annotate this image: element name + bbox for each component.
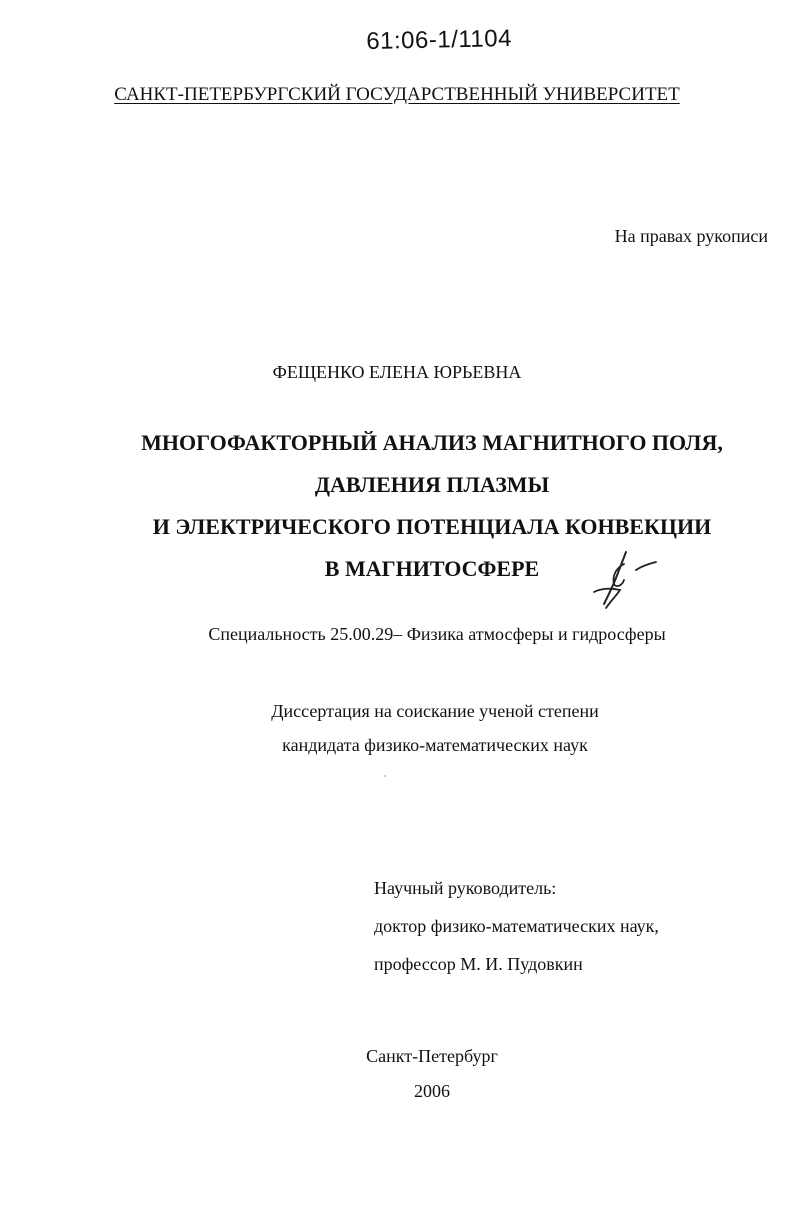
scientific-advisor-block <box>374 869 659 983</box>
author-name: ФЕЩЕНКО ЕЛЕНА ЮРЬЕВНА <box>272 362 522 382</box>
advisor-label: Научный руководитель: <box>374 878 557 898</box>
title-line-3: И ЭЛЕКТРИЧЕСКОГО ПОТЕНЦИАЛА КОНВЕКЦИИ <box>152 514 712 539</box>
degree-line-1: Диссертация на соискание ученой степени <box>271 701 599 721</box>
degree-statement <box>0 694 794 762</box>
title-line-1: МНОГОФАКТОРНЫЙ АНАЛИЗ МАГНИТНОГО ПОЛЯ, <box>141 430 723 455</box>
title-line-4: В МАГНИТОСФЕРЕ <box>324 556 540 581</box>
scan-speck <box>384 775 386 777</box>
dissertation-title <box>0 422 794 590</box>
advisor-degree: доктор физико-математических наук, <box>374 916 659 936</box>
specialty-line: Специальность 25.00.29– Физика атмосферы и гидросферы <box>208 624 666 644</box>
city: Санкт-Петербург <box>366 1046 498 1066</box>
advisor-name: профессор М. И. Пудовкин <box>374 954 583 974</box>
university-name: САНКТ-ПЕТЕРБУРГСКИЙ ГОСУДАРСТВЕННЫЙ УНИВЕРСИТЕТ <box>114 84 680 105</box>
handwritten-signature <box>586 548 666 612</box>
year: 2006 <box>414 1081 450 1101</box>
degree-line-2: кандидата физико-математических наук <box>282 735 588 755</box>
title-line-2: ДАВЛЕНИЯ ПЛАЗМЫ <box>314 472 550 497</box>
manuscript-rights-note: На правах рукописи <box>614 226 768 246</box>
archive-stamp-code: 61:06-1/1104 <box>366 24 513 55</box>
